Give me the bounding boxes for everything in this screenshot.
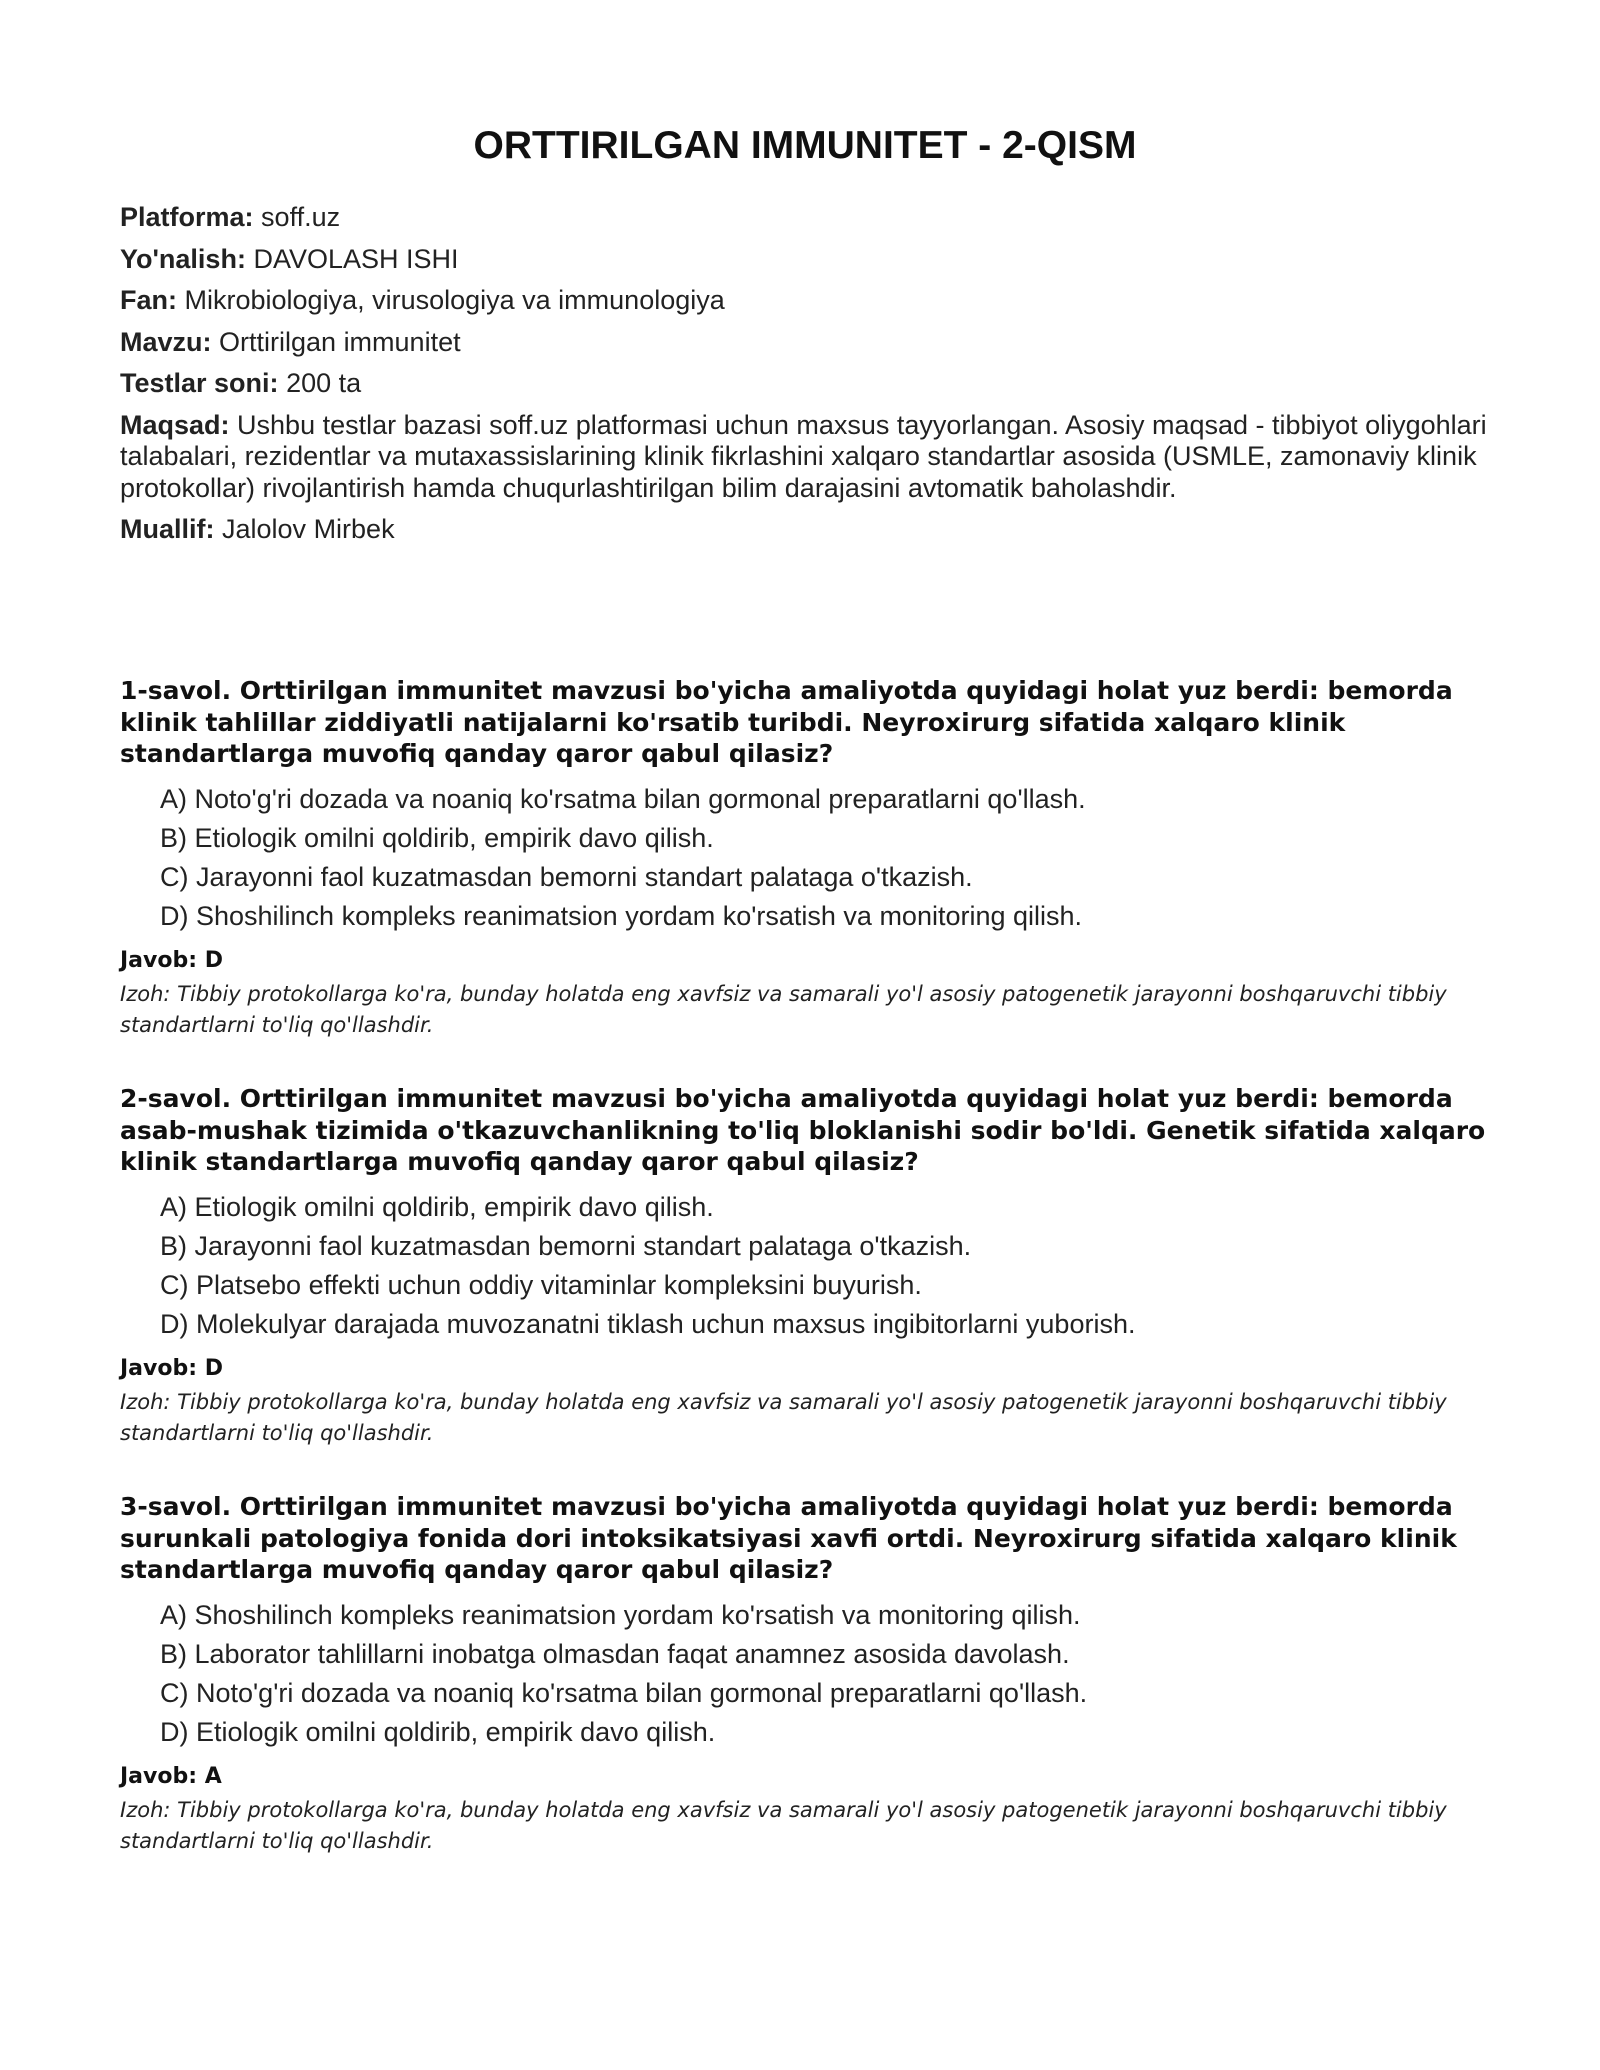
option-d: D) Shoshilinch kompleks reanimatsion yordam ko'rsatish va monitoring qilish. <box>160 900 1083 931</box>
meta-label: Maqsad: <box>120 409 230 440</box>
meta-value: Mikrobiologiya, virusologiya va immunologiya <box>184 285 725 315</box>
question-text: 3-savol. Orttirilgan immunitet mavzusi bo'yicha amaliyotda quyidagi holat yuz berdi: bemorda surunkali patologiya fonida dori intoksikatsiyasi xavfi ortdi. Neyroxirurg sifatida xalqaro klinik standartlarga muvofiq qanday qaror qabul qilasiz? <box>120 1492 1457 1584</box>
option-d: D) Etiologik omilni qoldirib, empirik davo qilish. <box>160 1716 716 1747</box>
meta-platform <box>120 202 1490 234</box>
option-c: C) Noto'g'ri dozada va noaniq ko'rsatma bilan gormonal preparatlarni qo'llash. <box>160 1677 1088 1708</box>
document-metadata <box>120 202 1490 556</box>
question-2 <box>120 1083 1490 1491</box>
answer-label: Javob: A <box>120 1763 222 1789</box>
option-c: C) Platsebo effekti uchun oddiy vitaminlar kompleksini buyurish. <box>160 1269 922 1300</box>
meta-direction <box>120 244 1490 276</box>
meta-subject <box>120 285 1490 317</box>
question-text: 2-savol. Orttirilgan immunitet mavzusi bo'yicha amaliyotda quyidagi holat yuz berdi: bemorda asab-mushak tizimida o'tkazuvchanlikning to'liq bloklanishi sodir bo'ldi. Genetik sifatida xalqaro klinik standartlarga muvofiq qanday qaror qabul qilasiz? <box>120 1084 1486 1176</box>
document-title: ORTTIRILGAN IMMUNITET - 2-QISM <box>473 124 1137 167</box>
option-d: D) Molekulyar darajada muvozanatni tiklash uchun maxsus ingibitorlarni yuborish. <box>160 1308 1136 1339</box>
meta-topic <box>120 327 1490 359</box>
option-c: C) Jarayonni faol kuzatmasdan bemorni standart palataga o'tkazish. <box>160 861 973 892</box>
answer-label: Javob: D <box>120 947 223 973</box>
meta-value: DAVOLASH ISHI <box>253 243 459 274</box>
meta-value: 200 ta <box>286 368 362 398</box>
option-b: B) Jarayonni faol kuzatmasdan bemorni standart palataga o'tkazish. <box>160 1230 972 1261</box>
answer-label: Javob: D <box>120 1355 223 1381</box>
meta-label: Platforma: <box>120 202 254 232</box>
meta-value: Ushbu testlar bazasi soff.uz platformasi uchun maxsus tayyorlangan. Asosiy maqsad - tibbiyot oliygohlari talabalari, rezidentlar va mutaxassislarining klinik fikrlashini xalqaro standartlar asosida (USMLE, zamonaviy klinik protokollar) rivojlantirish hamda chuqurlashtirilgan bilim darajasini avtomatik baholashdir. <box>120 409 1487 503</box>
question-1 <box>120 675 1490 1083</box>
meta-label: Fan: <box>120 285 177 315</box>
meta-test-count <box>120 368 1490 400</box>
meta-label: Testlar soni: <box>120 368 279 398</box>
option-b: B) Laborator tahlillarni inobatga olmasdan faqat anamnez asosida davolash. <box>160 1638 1070 1669</box>
meta-value: soff.uz <box>261 202 341 232</box>
meta-label: Mavzu: <box>120 326 212 357</box>
meta-value: Orttirilgan immunitet <box>219 326 461 357</box>
meta-label: Muallif: <box>120 514 215 544</box>
explanation-note: Izoh: Tibbiy protokollarga ko'ra, bunday holatda eng xavfsiz va samarali yo'l asosiy patogenetik jarayonni boshqaruvchi tibbiy standartlarni to'liq qo'llashdir. <box>120 1389 1447 1445</box>
option-a: A) Etiologik omilni qoldirib, empirik davo qilish. <box>160 1191 714 1222</box>
meta-value: Jalolov Mirbek <box>222 514 395 544</box>
explanation-note: Izoh: Tibbiy protokollarga ko'ra, bunday holatda eng xavfsiz va samarali yo'l asosiy patogenetik jarayonni boshqaruvchi tibbiy standartlarni to'liq qo'llashdir. <box>120 981 1447 1037</box>
option-a: A) Shoshilinch kompleks reanimatsion yordam ko'rsatish va monitoring qilish. <box>160 1599 1081 1630</box>
question-list <box>120 675 1490 1899</box>
question-text: 1-savol. Orttirilgan immunitet mavzusi bo'yicha amaliyotda quyidagi holat yuz berdi: bemorda klinik tahlillar ziddiyatli natijalarni ko'rsatib turibdi. Neyroxirurg sifatida xalqaro klinik standartlarga muvofiq qanday qaror qabul qilasiz? <box>120 676 1453 768</box>
meta-author <box>120 514 1490 546</box>
option-b: B) Etiologik omilni qoldirib, empirik davo qilish. <box>160 822 714 853</box>
meta-label: Yo'nalish: <box>120 243 246 274</box>
meta-purpose <box>120 410 1490 505</box>
explanation-note: Izoh: Tibbiy protokollarga ko'ra, bunday holatda eng xavfsiz va samarali yo'l asosiy patogenetik jarayonni boshqaruvchi tibbiy standartlarni to'liq qo'llashdir. <box>120 1797 1447 1853</box>
question-3 <box>120 1491 1490 1899</box>
option-a: A) Noto'g'ri dozada va noaniq ko'rsatma bilan gormonal preparatlarni qo'llash. <box>160 783 1086 814</box>
